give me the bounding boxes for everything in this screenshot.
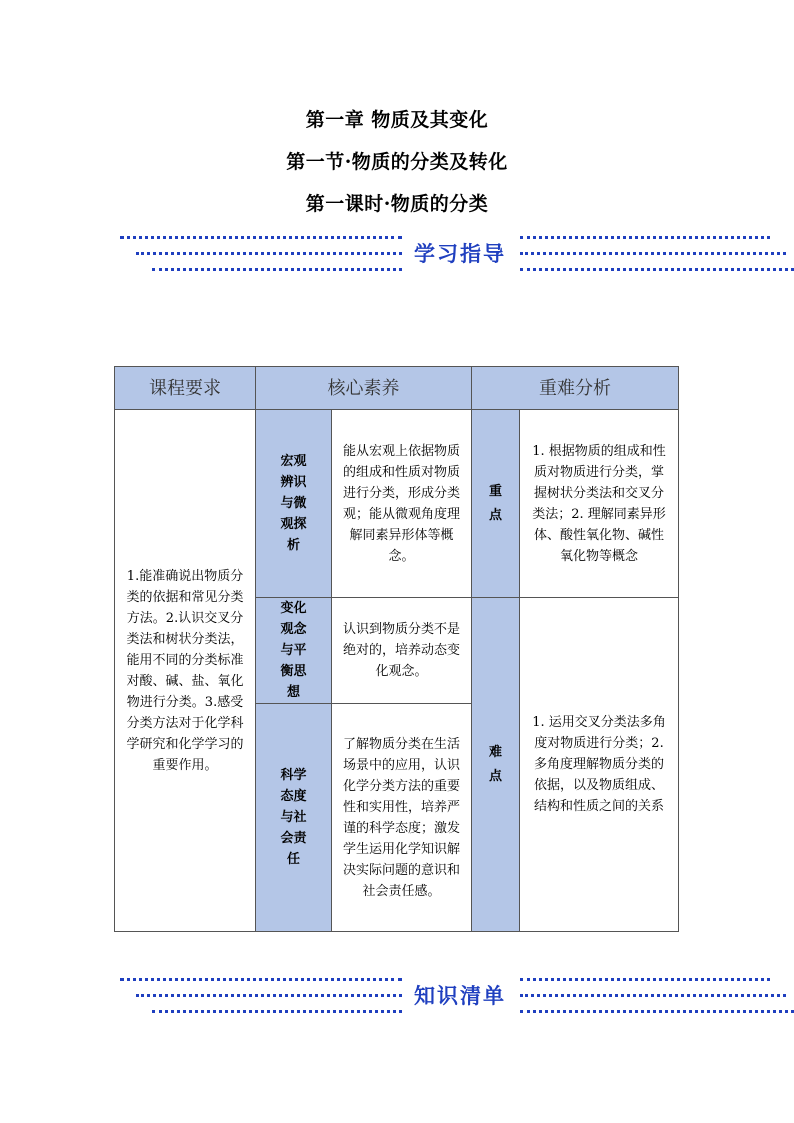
study-guide-heading: 学习指导	[414, 241, 506, 266]
dotted-rule	[520, 236, 770, 239]
study-guide-banner	[0, 230, 794, 278]
key-point-desc: 1. 根据物质的组成和性质对物质进行分类，掌握树状分类法和交叉分类法；2. 理解同素异形体、酸性氧化物、碱性氧化物等概念	[520, 410, 679, 598]
literacy-desc-3: 了解物质分类在生活场景中的应用，认识化学分类方法的重要性和实用性，培养严谨的科学态度；激发学生运用化学知识解决实际问题的意识和社会责任感。	[332, 704, 472, 932]
literacy-name-2: 变化观念与平衡思想	[256, 598, 332, 704]
chapter-title: 第一章 物质及其变化	[305, 109, 489, 131]
difficulty-desc: 1. 运用交叉分类法多角度对物质进行分类；2. 多角度理解物质分类的依据，以及物质组成、结构和性质之间的关系	[520, 598, 679, 932]
dotted-rule	[520, 994, 786, 997]
literacy-name-1: 宏观辨识与微观探析	[256, 410, 332, 598]
course-requirements-cell: 1.能准确说出物质分类的依据和常见分类方法。2.认识交叉分类法和树状分类法，能用不同的分类标准对酸、碱、盐、氧化物进行分类。3.感受分类方法对于化学科学研究和化学学习的重要作用。	[115, 410, 256, 932]
literacy-name-3: 科学态度与社会责任	[256, 704, 332, 932]
learning-goals-table	[114, 366, 679, 932]
key-point-label: 重点	[472, 410, 520, 598]
literacy-desc-1: 能从宏观上依据物质的组成和性质对物质进行分类，形成分类观；能从微观角度理解同素异形体等概念。	[332, 410, 472, 598]
dotted-rule	[120, 236, 402, 239]
dotted-rule	[520, 978, 770, 981]
header-course-requirements: 课程要求	[115, 367, 256, 410]
knowledge-list-heading: 知识清单	[414, 983, 506, 1008]
dotted-rule	[136, 252, 402, 255]
dotted-rule	[120, 978, 402, 981]
section-title: 第一节·物质的分类及转化	[286, 151, 508, 173]
knowledge-list-banner	[0, 972, 794, 1020]
header-core-literacy: 核心素养	[256, 367, 472, 410]
dotted-rule	[152, 268, 402, 271]
dotted-rule	[152, 1010, 402, 1013]
dotted-rule	[520, 1010, 794, 1013]
lesson-title: 第一课时·物质的分类	[305, 193, 489, 215]
dotted-rule	[520, 268, 794, 271]
difficulty-label: 难点	[472, 598, 520, 932]
dotted-rule	[136, 994, 402, 997]
header-key-difficulty: 重难分析	[472, 367, 679, 410]
literacy-desc-2: 认识到物质分类不是绝对的，培养动态变化观念。	[332, 598, 472, 704]
dotted-rule	[520, 252, 786, 255]
